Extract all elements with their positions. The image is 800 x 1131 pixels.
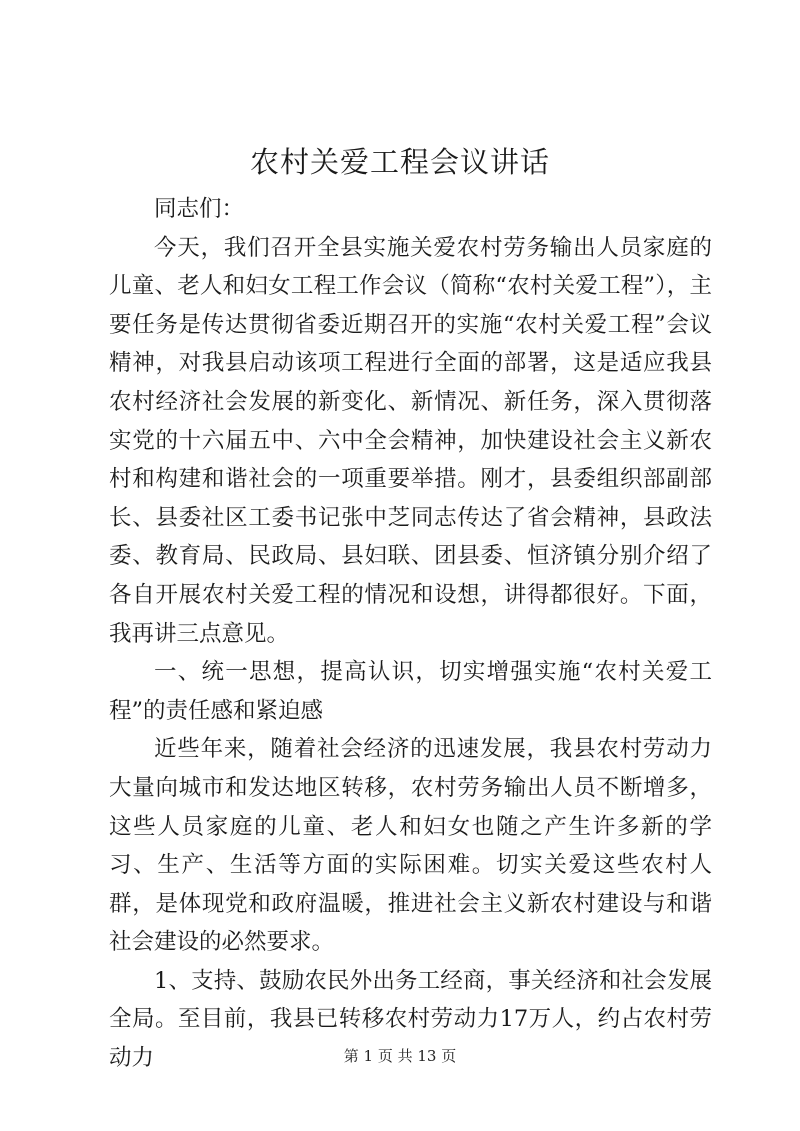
paragraph-intro: 今天，我们召开全县实施关爱农村劳务输出人员家庭的儿童、老人和妇女工程工作会议（简称“农村关爱工程”），主要任务是传达贯彻省委近期召开的实施“农村关爱工程”会议精神，对我县启动该项工程进行全面的部署，这是适应我县农村经济社会发展的新变化、新情况、新任务，深入贯彻落实党的十六届五中、六中全会精神，加快建设社会主义新农村和构建和谐社会的一项重要举措。刚才，县委组织部副部长、县委社区工委书记张中芝同志传达了省会精神，县政法委、教育局、民政局、县妇联、团县委、恒济镇分别介绍了各自开展农村关爱工程的情况和设想，讲得都很好。下面，我再讲三点意见。 [109, 234, 712, 647]
paragraph-point-1: 1、支持、鼓励农民外出务工经商，事关经济和社会发展全局。至目前，我县已转移农村劳动力17万人，约占农村劳动力 [109, 967, 712, 1072]
document-body [109, 190, 712, 1078]
salutation: 同志们： [154, 196, 245, 222]
document-title: 农村关爱工程会议讲话 [249, 145, 550, 179]
paragraph-background: 近些年来，随着社会经济的迅速发展，我县农村劳动力大量向城市和发达地区转移，农村劳务输出人员不断增多，这些人员家庭的儿童、老人和妇女也随之产生许多新的学习、生产、生活等方面的实际困难。切实关爱这些农村人群，是体现党和政府温暖，推进社会主义新农村建设与和谐社会建设的必然要求。 [109, 736, 712, 956]
page-number-footer: 第 1 页 共 13 页 [343, 1047, 457, 1065]
section-heading-1: 一、统一思想，提高认识，切实增强实施“农村关爱工程”的责任感和紧迫感 [109, 659, 712, 724]
